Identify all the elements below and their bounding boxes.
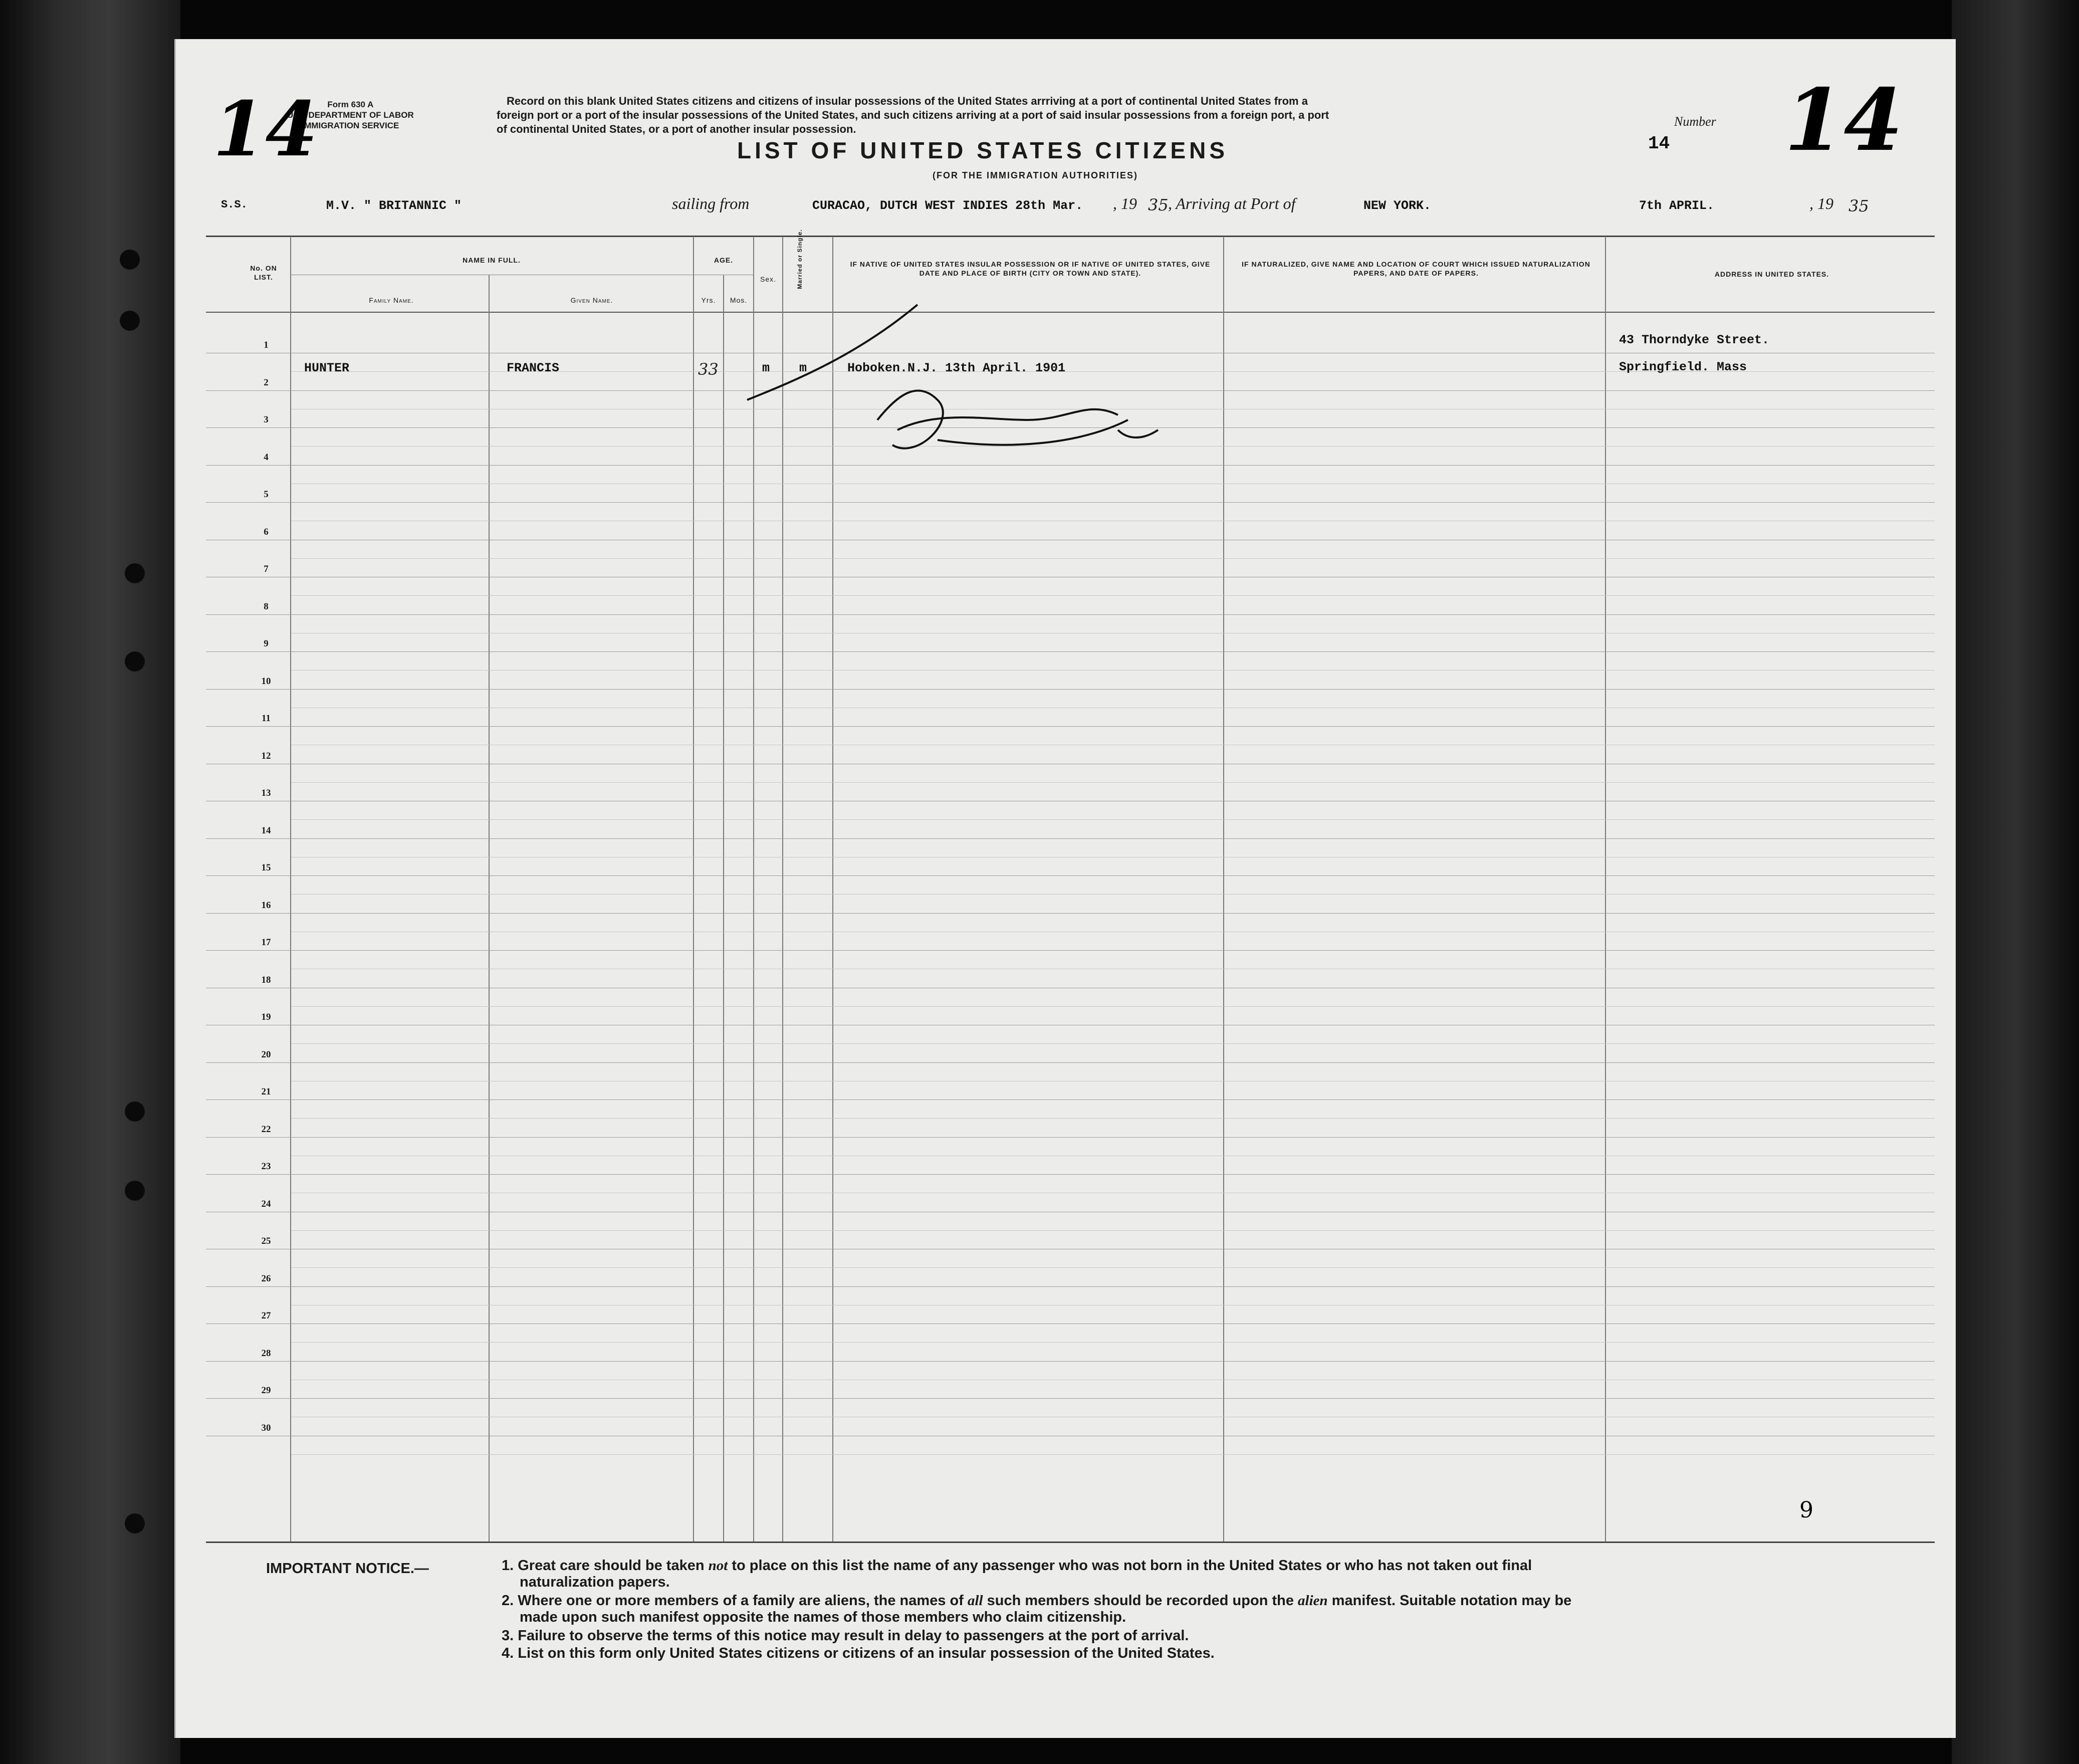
row-number: 22 (261, 1124, 271, 1135)
row-subrule (291, 819, 1935, 820)
row-number: 29 (261, 1385, 271, 1396)
form-number: Form 630 A (327, 100, 374, 109)
arrival-year: 35 (1849, 196, 1869, 215)
col-header-no: No. ON LIST. (250, 264, 277, 281)
row-number: 8 (264, 601, 269, 612)
notice-item-2-emphasis-2: alien (1298, 1593, 1328, 1609)
row-number: 20 (261, 1049, 271, 1060)
col-header-address: ADDRESS IN UNITED STATES. (1714, 270, 1829, 278)
arriving-label: , Arriving at Port of (1168, 194, 1296, 212)
binder-hole (120, 311, 140, 331)
form-subtitle: (FOR THE IMMIGRATION AUTHORITIES) (933, 170, 1138, 180)
row-subrule (291, 1118, 1935, 1119)
handwritten-number: 14 (1784, 70, 1903, 170)
binder-hole (125, 651, 145, 672)
form-title: LIST OF UNITED STATES CITIZENS (737, 137, 1229, 163)
row-number: 10 (261, 676, 271, 687)
row-number: 28 (261, 1348, 271, 1359)
table-row (206, 726, 1935, 727)
row-number: 17 (261, 937, 271, 948)
scan-left-background (0, 0, 180, 1764)
col-header-family-name: Family Name. (369, 296, 414, 304)
notice-item-3-number: 3. (502, 1628, 514, 1644)
row-number: 7 (264, 564, 269, 574)
instructions-line-2: foreign port or a port of the insular possessions of the United States, and such citizens arriving at a port of said insular possessions from a foreign port, a port (497, 109, 1329, 121)
notice-item-1-emphasis: not (708, 1558, 728, 1574)
signature-strokes (727, 230, 1429, 510)
notice-heading: IMPORTANT NOTICE.— (266, 1561, 429, 1577)
row-number: 23 (261, 1161, 271, 1172)
row-number: 12 (261, 750, 271, 761)
table-row (206, 614, 1935, 615)
col-header-married: Married or Single. (796, 229, 803, 289)
row-subrule (291, 595, 1935, 596)
table-row (206, 1174, 1935, 1175)
table-row (206, 689, 1935, 690)
col-header-given-name: Given Name. (570, 296, 613, 304)
col-header-age: AGE. (714, 256, 734, 264)
notice-item-2 (502, 1593, 1905, 1626)
vessel-name: M.V. " BRITANNIC " (326, 198, 462, 213)
table-row (206, 838, 1935, 839)
row-subrule (291, 1043, 1935, 1044)
page-number: 14 (1648, 133, 1670, 154)
arrival-date: 7th APRIL. (1639, 198, 1715, 213)
table-row (206, 913, 1935, 914)
row-number: 6 (264, 526, 269, 537)
instructions (497, 94, 1819, 136)
table-row (206, 651, 1935, 652)
notice-item-4 (502, 1645, 1905, 1662)
table-row (206, 1062, 1935, 1063)
notice-item-2-text-c: manifest. Suitable notation may be (1331, 1593, 1572, 1609)
department: U. S. DEPARTMENT OF LABOR (287, 110, 414, 120)
row-number: 5 (264, 489, 269, 500)
table-row (206, 950, 1935, 951)
notice-item-2-number: 2. (502, 1593, 514, 1609)
manifest-page (174, 39, 1956, 1738)
table-row (206, 1398, 1935, 1399)
row-number: 13 (261, 788, 271, 798)
service: IMMIGRATION SERVICE (302, 121, 399, 130)
row-subrule (291, 894, 1935, 895)
row-number: 19 (261, 1012, 271, 1022)
notice-item-1-text-c: naturalization papers. (520, 1574, 670, 1590)
instructions-line-3: of continental United States, or a port of another insular possession. (497, 123, 856, 135)
table-row (206, 1137, 1935, 1138)
notice-item-2-emphasis-1: all (967, 1593, 983, 1609)
col-header-naturalized: IF NATURALIZED, GIVE NAME AND LOCATION OF COURT WHICH ISSUED NATURALIZATION PAPERS, AND DATE OF PAPERS. (1242, 260, 1590, 277)
col-header-birth: IF NATIVE OF UNITED STATES INSULAR POSSESSION OR IF NATIVE OF UNITED STATES, GIVE DATE AND PLACE OF BIRTH (CITY OR TOWN AND STATE). (850, 260, 1211, 277)
handwritten-page-number: 14 (213, 85, 318, 173)
row-number: 15 (261, 862, 271, 873)
row-number: 1 (264, 340, 269, 350)
notice-item-2-text-d: made upon such manifest opposite the names of those members who claim citizenship. (520, 1609, 1126, 1625)
notice-item-4-text: List on this form only United States citizens or citizens of an insular possession of the United States. (518, 1645, 1215, 1661)
vessel-prefix: S.S. (221, 198, 248, 211)
departure-year-prefix: , 19 (1113, 194, 1137, 212)
row-number: 11 (262, 713, 271, 724)
col-header-yrs: Yrs. (701, 296, 716, 304)
binder-hole (125, 1513, 145, 1533)
row-number: 14 (261, 825, 271, 836)
notice-item-1-text-a: Great care should be taken (518, 1558, 705, 1574)
sailing-from-label: sailing from (672, 194, 750, 212)
row-subrule (291, 782, 1935, 783)
number-label: Number (1674, 114, 1716, 129)
notice-item-3-text: Failure to observe the terms of this notice may result in delay to passengers at the port of arrival. (518, 1628, 1189, 1644)
row-1-address-line-2: Springfield. Mass (1619, 360, 1747, 374)
col-header-sex: Sex. (760, 275, 776, 283)
row-subrule (291, 558, 1935, 559)
important-notice (266, 1558, 1920, 1718)
row-subrule (291, 1342, 1935, 1343)
row-1-family-name: HUNTER (304, 361, 350, 375)
row-number: 27 (261, 1310, 271, 1321)
notice-item-1-text-b: to place on this list the name of any passenger who was not born in the United States or who has not taken out final (732, 1558, 1532, 1574)
table-bottom-rule (206, 1541, 1935, 1543)
row-number: 16 (261, 900, 271, 911)
departure-port: CURACAO, DUTCH WEST INDIES 28th Mar. (812, 198, 1083, 213)
row-number: 18 (261, 974, 271, 985)
row-number: 4 (264, 452, 269, 463)
row-number: 25 (261, 1236, 271, 1246)
binder-hole (125, 1181, 145, 1201)
row-number: 9 (264, 638, 269, 649)
departure-year: 35 (1148, 195, 1169, 214)
row-1-given-name: FRANCIS (507, 361, 560, 375)
row-1-age-years: 33 (698, 360, 719, 379)
notice-item-1 (502, 1558, 1905, 1591)
arrival-year-prefix: , 19 (1809, 194, 1833, 212)
row-subrule (291, 1006, 1935, 1007)
notice-item-3 (502, 1628, 1905, 1644)
notice-item-2-text-b: such members should be recorded upon the (987, 1593, 1294, 1609)
row-number: 3 (264, 414, 269, 425)
row-number: 26 (261, 1273, 271, 1284)
row-number: 2 (264, 377, 269, 388)
row-1-birth: Hoboken.N.J. 13th April. 1901 (847, 361, 1066, 375)
arrival-port: NEW YORK. (1363, 198, 1432, 213)
table-row (206, 1286, 1935, 1287)
row-subrule (291, 1454, 1935, 1455)
row-1-address-line-1: 43 Thorndyke Street. (1619, 333, 1770, 347)
row-1-sex: m (762, 361, 770, 375)
row-subrule (291, 670, 1935, 671)
notice-item-2-text-a: Where one or more members of a family are aliens, the names of (518, 1593, 964, 1609)
scan-right-background (1952, 0, 2079, 1764)
col-header-mos: Mos. (730, 296, 748, 304)
row-number: 30 (261, 1422, 271, 1433)
row-subrule (291, 1230, 1935, 1231)
table-row (206, 875, 1935, 876)
row-number: 24 (261, 1198, 271, 1209)
table-row (206, 1361, 1935, 1362)
instructions-line-1: Record on this blank United States citizens and citizens of insular possessions of the United States arrriving at a port of continental United States from a (507, 95, 1308, 107)
binder-hole (125, 1101, 145, 1122)
binder-hole (125, 563, 145, 583)
notice-item-1-number: 1. (502, 1558, 514, 1574)
row-1-married: m (799, 361, 807, 375)
col-header-name-in-full: NAME IN FULL. (463, 256, 521, 264)
voyage-line (216, 194, 1920, 229)
notice-item-4-number: 4. (502, 1645, 514, 1661)
total-count: 9 (1799, 1497, 1813, 1523)
binder-hole (120, 250, 140, 270)
row-number: 21 (261, 1086, 271, 1097)
row-subrule (291, 1267, 1935, 1268)
table-row (206, 1099, 1935, 1100)
